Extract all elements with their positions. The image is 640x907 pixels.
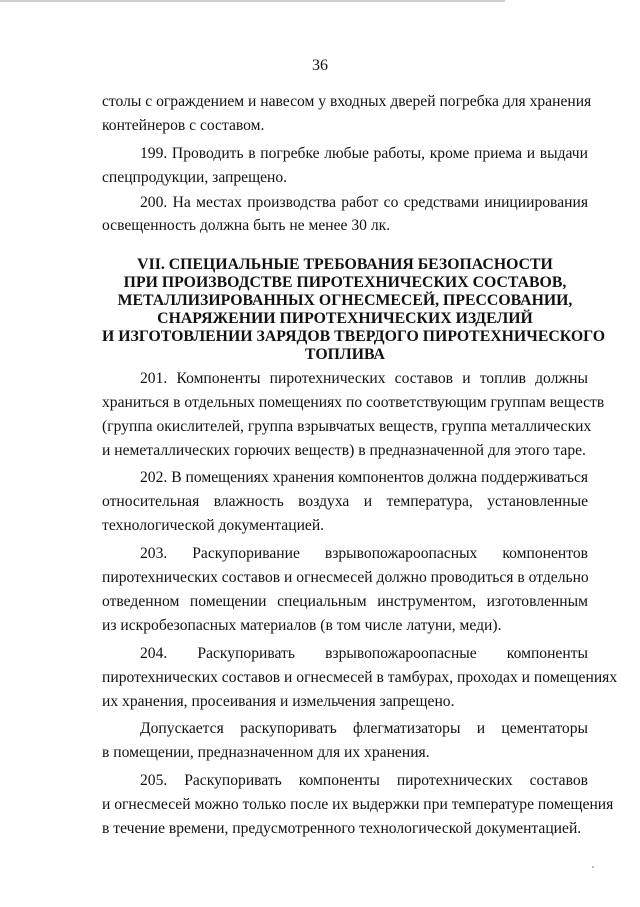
paragraph-201-line: и неметаллических горючих веществ) в предназначенной для этого таре. xyxy=(102,442,586,459)
paragraph-line: контейнеров с составом. xyxy=(102,117,265,134)
section-heading-line: СНАРЯЖЕНИИ ПИРОТЕХНИЧЕСКИХ ИЗДЕЛИЙ xyxy=(157,310,533,327)
paragraph-line: столы с ограждением и навесом у входных дверей погребка для хранения xyxy=(102,93,592,110)
paragraph-203-line: отведенном помещении специальным инструментом, изготовленным xyxy=(102,593,588,610)
paragraph-204-extra-line: Допускается раскупоривать флегматизаторы и цементаторы xyxy=(140,720,588,737)
paragraph-203-line: из искробезопасных материалов (в том числе латуни, меди). xyxy=(102,617,502,634)
scan-speck xyxy=(592,866,594,868)
paragraph-202-line: относительная влажность воздуха и температура, установленные xyxy=(102,493,588,510)
paragraph-205-line: и огнесмесей можно только после их выдержки при температуре помещения xyxy=(102,796,614,813)
section-heading-line: И ИЗГОТОВЛЕНИИ ЗАРЯДОВ ТВЕРДОГО ПИРОТЕХНИЧЕСКОГО xyxy=(102,328,606,345)
paragraph-204-line: их хранения, просеивания и измельчения запрещено. xyxy=(102,693,455,710)
paragraph-202-line: технологической документацией. xyxy=(102,517,325,534)
paragraph-202-line: 202. В помещениях хранения компонентов должна поддерживаться xyxy=(140,469,589,486)
paragraph-199-line: 199. Проводить в погребке любые работы, кроме приема и выдачи xyxy=(140,145,588,162)
paragraph-201-line: (группа окислителей, группа взрывчатых веществ, группа металлических xyxy=(102,418,592,435)
section-heading-line: ПРИ ПРОИЗВОДСТВЕ ПИРОТЕХНИЧЕСКИХ СОСТАВОВ, xyxy=(123,274,567,291)
paragraph-204-line: пиротехнических составов и огнесмесей в тамбурах, проходах и помещениях xyxy=(102,669,618,686)
paragraph-204-extra-line: в помещении, предназначенном для их хранения. xyxy=(102,744,430,761)
paragraph-203-line: пиротехнических составов и огнесмесей должно проводиться в отдельно xyxy=(102,569,589,586)
scan-top-edge xyxy=(0,0,505,2)
section-heading-line: VII. СПЕЦИАЛЬНЫЕ ТРЕБОВАНИЯ БЕЗОПАСНОСТИ xyxy=(137,256,553,273)
page-number: 36 xyxy=(312,57,328,74)
paragraph-201-line: храниться в отдельных помещениях по соответствующим группам веществ xyxy=(102,394,605,411)
section-heading-line: МЕТАЛЛИЗИРОВАННЫХ ОГНЕСМЕСЕЙ, ПРЕССОВАНИИ, xyxy=(117,292,573,309)
section-heading-line: ТОПЛИВА xyxy=(305,346,385,363)
paragraph-200-line: освещенность должна быть не менее 30 лк. xyxy=(102,217,391,234)
paragraph-205-line: 205. Раскупоривать компоненты пиротехнических составов xyxy=(140,772,588,789)
paragraph-204-line: 204. Раскупоривать взрывопожароопасные компоненты xyxy=(140,645,588,662)
paragraph-199-line: спецпродукции, запрещено. xyxy=(102,169,288,186)
paragraph-200-line: 200. На местах производства работ со средствами инициирования xyxy=(140,194,588,211)
paragraph-205-line: в течение времени, предусмотренного технологической документацией. xyxy=(102,820,582,837)
paragraph-203-line: 203. Раскупоривание взрывопожароопасных компонентов xyxy=(140,545,588,562)
paragraph-201-line: 201. Компоненты пиротехнических составов и топлив должны xyxy=(140,370,588,387)
